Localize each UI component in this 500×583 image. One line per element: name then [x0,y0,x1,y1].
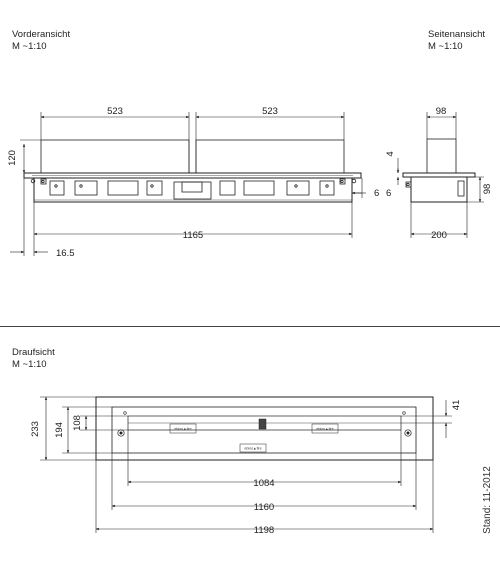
dim-label-41: 41 [451,399,462,411]
dim-label-523-right: 523 [262,106,278,117]
side-screw [407,183,409,185]
front-view-title: Vorderansicht [12,29,71,40]
dim-label-1084: 1084 [253,478,275,489]
dim-label-16-5: 16.5 [56,248,75,259]
logo-text-right: ebios▲fire [316,427,334,431]
front-burner-right [196,140,344,173]
dim-label-108: 108 [72,415,83,431]
dim-label-194: 194 [54,422,65,438]
top-mount-dot [407,432,409,434]
dim-label-6a: 6 [374,188,380,199]
top-view [96,397,433,460]
dim-label-120: 120 [7,150,18,166]
dim-label-1165: 1165 [182,230,204,241]
top-center-block [259,419,266,429]
front-view [24,112,361,202]
front-burner-left [41,140,189,173]
dim-label-1160: 1160 [253,502,275,513]
front-view-scale: M ~1:10 [12,41,47,52]
dim-label-side-98: 98 [435,106,447,117]
dim-label-233: 233 [30,421,41,437]
side-view-scale: M ~1:10 [428,41,463,52]
side-view-title: Seitenansicht [428,29,486,40]
dim-label-side-200: 200 [431,230,447,241]
side-top-lip [403,173,475,177]
front-screw [352,179,356,183]
dim-label-side-98-height: 98 [482,183,493,195]
logo-text-left: ebios▲fire [174,427,192,431]
side-burner [427,139,456,173]
dim-label-1198: 1198 [253,525,275,536]
side-view [403,139,475,202]
stand-date: Stand: 11-2012 [482,466,493,534]
top-view-title: Draufsicht [12,347,55,358]
top-mount-dot [120,432,122,434]
dim-label-side-4: 4 [385,151,396,157]
dim-label-6b: 6 [386,188,392,199]
dim-label-523-left: 523 [107,106,123,117]
logo-text-center: ebios▲fire [244,446,262,451]
top-view-scale: M ~1:10 [12,359,47,370]
